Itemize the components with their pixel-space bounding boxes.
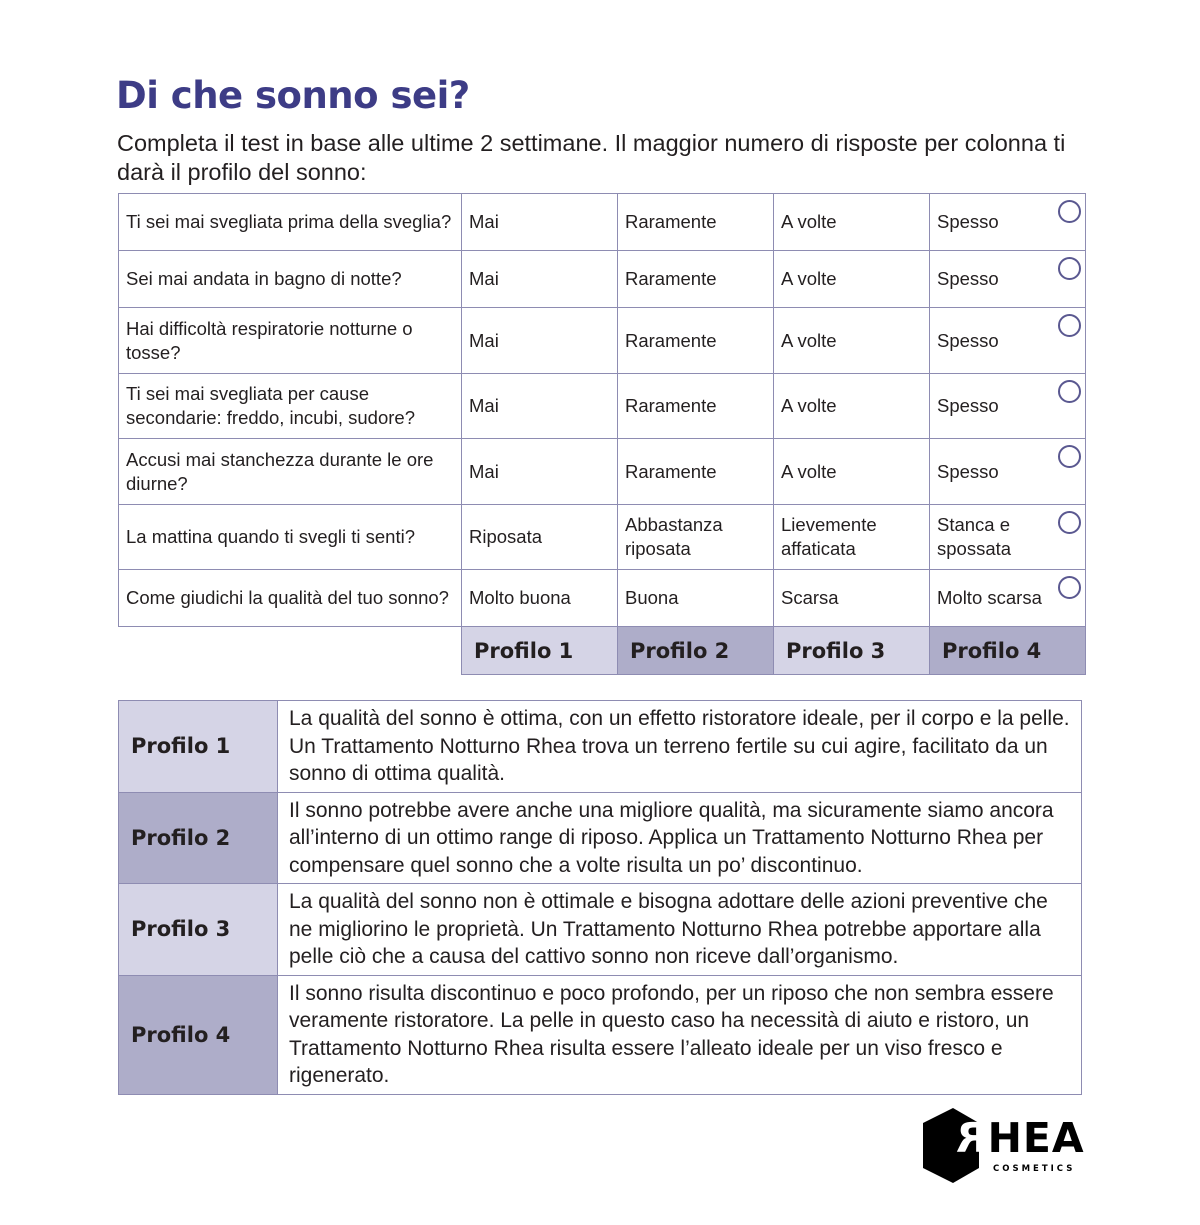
option-profile-1: Mai [462, 251, 618, 308]
logo-wordmark-rest: HEA [987, 1114, 1085, 1162]
option-profile-1: Mai [462, 374, 618, 439]
intro-text: Completa il test in base alle ultime 2 settimane. Il maggior numero di risposte per colonna ti darà il profilo del sonno: [117, 130, 1066, 185]
profile-description-row [119, 884, 1082, 976]
profile-4-header: Profilo 4 [930, 627, 1086, 675]
option-profile-4: Spesso [937, 211, 999, 232]
question-row [119, 570, 1086, 627]
question-row [119, 194, 1086, 251]
answer-radio-button[interactable] [1058, 511, 1081, 534]
option-profile-4-cell [930, 194, 1086, 251]
profile-description-row [119, 792, 1082, 884]
question-row [119, 308, 1086, 374]
question-row [119, 505, 1086, 570]
sleep-quiz-table [118, 193, 1086, 675]
answer-radio-button[interactable] [1058, 445, 1081, 468]
logo-subtitle: COSMETICS [993, 1164, 1076, 1174]
question-text: Sei mai andata in bagno di notte? [119, 251, 462, 308]
profile-label: Profilo 4 [119, 975, 278, 1094]
option-profile-2: Raramente [618, 308, 774, 374]
option-profile-3: A volte [774, 439, 930, 505]
answer-radio-button[interactable] [1058, 257, 1081, 280]
option-profile-4: Molto scarsa [937, 587, 1042, 608]
option-profile-1: Riposata [462, 505, 618, 570]
option-profile-2: Raramente [618, 439, 774, 505]
option-profile-3: Lievemente affaticata [774, 505, 930, 570]
option-profile-4-cell [930, 439, 1086, 505]
option-profile-1: Mai [462, 194, 618, 251]
question-row [119, 439, 1086, 505]
option-profile-4-cell [930, 505, 1086, 570]
profile-label: Profilo 3 [119, 884, 278, 976]
profile-3-header: Profilo 3 [774, 627, 930, 675]
profile-description: Il sonno risulta discontinuo e poco profondo, per un riposo che non sembra essere veramente ristoratore. La pelle in questo caso ha necessità di aiuto e ristoro, un Trattamento Notturno Rhea risulta essere l’alleato ideale per un viso fresco e rigenerato. [278, 975, 1082, 1094]
option-profile-3: A volte [774, 308, 930, 374]
option-profile-3: Scarsa [774, 570, 930, 627]
option-profile-1: Molto buona [462, 570, 618, 627]
profile-label: Profilo 1 [119, 701, 278, 793]
answer-radio-button[interactable] [1058, 314, 1081, 337]
question-row [119, 374, 1086, 439]
profile-1-header: Profilo 1 [462, 627, 618, 675]
question-text: Hai difficoltà respiratorie notturne o tosse? [119, 308, 462, 374]
profile-descriptions-table [118, 700, 1082, 1095]
option-profile-4-cell [930, 308, 1086, 374]
question-text: Accusi mai stanchezza durante le ore diurne? [119, 439, 462, 505]
rhea-cosmetics-logo [921, 1106, 1086, 1186]
profile-description: La qualità del sonno non è ottimale e bisogna adottare delle azioni preventive che ne migliorino le proprietà. Un Trattamento Notturno Rhea potrebbe apportare alla pelle ciò che a causa del cattivo sonno non riceve dall’organismo. [278, 884, 1082, 976]
question-text: Ti sei mai svegliata prima della sveglia? [119, 194, 462, 251]
option-profile-2: Abbastanza riposata [618, 505, 774, 570]
profile-description-row [119, 975, 1082, 1094]
option-profile-4: Spesso [937, 460, 999, 482]
option-profile-3: A volte [774, 251, 930, 308]
question-text: La mattina quando ti svegli ti senti? [119, 505, 462, 570]
profile-description: Il sonno potrebbe avere anche una migliore qualità, ma sicuramente siamo ancora all’interno di un ottimo range di riposo. Applica un Trattamento Notturno Rhea per compensare quel sonno che a volte risulta un po’ discontinuo. [278, 792, 1082, 884]
option-profile-3: A volte [774, 374, 930, 439]
profile-label: Profilo 2 [119, 792, 278, 884]
question-text: Come giudichi la qualità del tuo sonno? [119, 570, 462, 627]
answer-radio-button[interactable] [1058, 380, 1081, 403]
page-title: Di che sonno sei? [116, 74, 470, 117]
option-profile-3: A volte [774, 194, 930, 251]
option-profile-4: Stanca e spossata [937, 514, 1012, 559]
logo-mirrored-r: R [955, 1114, 988, 1162]
option-profile-4-cell [930, 570, 1086, 627]
option-profile-4-cell [930, 374, 1086, 439]
profile-description-row [119, 701, 1082, 793]
option-profile-4: Spesso [937, 268, 999, 289]
answer-radio-button[interactable] [1058, 576, 1081, 599]
profile-description: La qualità del sonno è ottima, con un effetto ristoratore ideale, per il corpo e la pelle. Un Trattamento Notturno Rhea trova un terreno fertile su cui agire, facilitato da un sonno di ottima qualità. [278, 701, 1082, 793]
question-text: Ti sei mai svegliata per cause secondarie: freddo, incubi, sudore? [119, 374, 462, 439]
option-profile-2: Raramente [618, 251, 774, 308]
option-profile-2: Buona [618, 570, 774, 627]
answer-radio-button[interactable] [1058, 200, 1081, 223]
option-profile-4: Spesso [937, 395, 999, 416]
logo-wordmark [955, 1114, 1085, 1162]
option-profile-1: Mai [462, 439, 618, 505]
question-row [119, 251, 1086, 308]
option-profile-4: Spesso [937, 329, 999, 351]
option-profile-4-cell [930, 251, 1086, 308]
empty-cell [119, 627, 462, 675]
option-profile-2: Raramente [618, 194, 774, 251]
option-profile-2: Raramente [618, 374, 774, 439]
profile-2-header: Profilo 2 [618, 627, 774, 675]
profile-header-row [119, 627, 1086, 675]
option-profile-1: Mai [462, 308, 618, 374]
